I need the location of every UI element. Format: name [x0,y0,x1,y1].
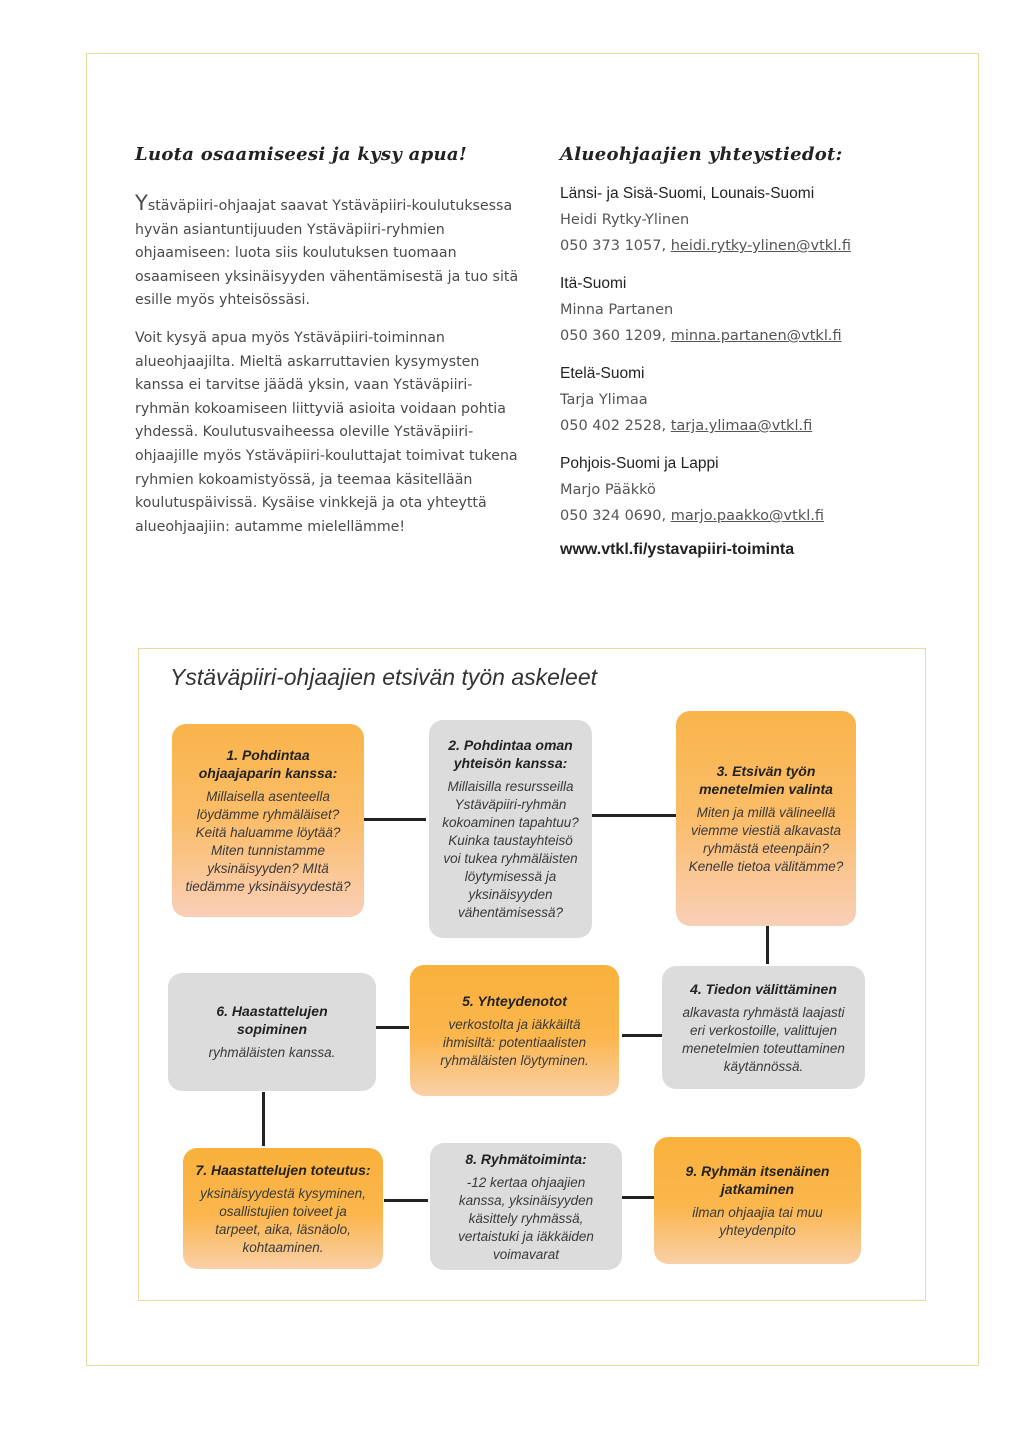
contact-email-link[interactable]: minna.partanen@vtkl.fi [670,328,842,344]
contact-region: Pohjois-Suomi ja Lappi [560,455,719,472]
connector-8-9 [622,1196,654,1199]
step-7 [183,1148,383,1269]
step-2 [429,720,592,938]
connector-6-7 [262,1092,265,1146]
step-body: verkostolta ja iäkkäiltä ihmisiltä: potentiaalisten ryhmäläisten löytyminen. [440,1016,589,1068]
contact-phone-row [560,323,890,349]
contact-block [560,361,890,439]
intro-paragraph [135,193,525,313]
step-body: ryhmäläisten kanssa. [208,1045,336,1060]
step-4 [662,966,865,1089]
contact-phone: 050 402 2528, [560,418,667,434]
diagram-title: Ystäväpiiri-ohjaajien etsivän työn askeleet [170,664,598,690]
step-title: 2. Pohdintaa oman yhteisön kanssa: [448,737,573,771]
step-body: yksinäisyydestä kysyminen, osallistujien toiveet ja tarpeet, aika, läsnäolo, kohtaaminen. [200,1185,366,1255]
left-column [135,193,525,539]
step-title: 7. Haastattelujen toteutus: [195,1161,371,1178]
contact-phone-row [560,233,890,259]
connector-3-4 [766,926,769,964]
contact-phone: 050 324 0690, [560,508,667,524]
step-8 [430,1143,622,1270]
contact-block [560,181,890,259]
step-title: 5. Yhteydenotot [462,992,567,1009]
step-body: alkavasta ryhmästä laajasti eri verkostoille, valittujen menetelmien toteuttaminen käytännössä. [682,1004,845,1074]
contact-email-link[interactable]: tarja.ylimaa@vtkl.fi [670,418,813,434]
website-link[interactable]: www.vtkl.fi/ystavapiiri-toiminta [560,541,795,558]
contact-phone: 050 360 1209, [560,328,667,344]
connector-2-3 [592,814,676,817]
contact-block [560,271,890,349]
contact-name: Marjo Pääkkö [560,482,656,498]
step-1 [172,724,364,917]
connector-4-5 [622,1034,662,1037]
step-title: 8. Ryhmätoiminta: [465,1150,587,1167]
contact-name: Minna Partanen [560,302,674,318]
step-body: Millaisella asenteella löydämme ryhmäläiset? Keitä haluamme löytää? Miten tunnistamme yksinäisyyden? MItä tiedämme yksinäisyydestä? [185,788,351,894]
contact-phone: 050 373 1057, [560,238,667,254]
contact-block [560,451,890,529]
contact-phone-row [560,503,890,529]
step-body: -12 kertaa ohjaajien kanssa, yksinäisyyden käsittely ryhmässä, vertaistuki ja iäkkäiden voimavarat [458,1174,594,1262]
step-9 [654,1137,861,1264]
step-body: ilman ohjaajia tai muu yhteydenpito [692,1204,823,1238]
contact-phone-row [560,413,890,439]
step-title: 3. Etsivän työn menetelmien valinta [699,762,833,797]
left-heading: Luota osaamiseesi ja kysy apua! [135,144,468,165]
contact-region: Länsi- ja Sisä-Suomi, Lounais-Suomi [560,185,815,202]
contact-email-link[interactable]: heidi.rytky-ylinen@vtkl.fi [670,238,851,254]
step-title: 6. Haastattelujen sopiminen [216,1003,328,1037]
contact-region: Itä-Suomi [560,275,627,292]
intro-paragraph-text: stäväpiiri-ohjaajat saavat Ystäväpiiri-koulutuksessa hyvän asiantuntijuuden Ystäväpiiri-ryhmien ohjaamiseen: luota siis koulutuksen tuomaan osaamiseen yksinäisyyden vähentämisestä ja tuo sitä esille myös yhteisössäsi. [135,198,519,309]
contacts-heading: Alueohjaajien yhteystiedot: [560,144,843,165]
step-3 [676,711,856,926]
help-paragraph: Voit kysyä apua myös Ystäväpiiri-toiminnan alueohjaajilta. Mieltä askarruttavien kysymysten kanssa ei tarvitse jäädä yksin, vaan Ystäväpiiri-ryhmän kokoamiseen liittyviä asioita voidaan pohtia yhdessä. Koulutusvaiheessa oleville Ystäväpiiri-ohjaajille myös Ystäväpiiri-kouluttajat toimivat tukena ryhmien kokoamistyössä, ja teemaa käsitellään koulutuspäivissä. Kysäise vinkkejä ja ota yhteyttä alueohjaajiin: autamme mielellämme! [135,329,518,535]
step-body: Miten ja millä välineellä viemme viestiä alkavasta ryhmästä eteenpäin? Kenelle tietoa välitämme? [688,804,844,874]
drop-cap: Y [135,191,148,215]
contact-name: Tarja Ylimaa [560,392,648,408]
connector-1-2 [364,818,426,821]
connector-7-8 [384,1199,428,1202]
contact-name: Heidi Rytky-Ylinen [560,212,690,228]
step-body: Millaisilla resursseilla Ystäväpiiri-ryhmän kokoaminen tapahtuu? Kuinka taustayhteisö voi tukea ryhmäläisten löytymisessä ja yksinäisyyden vähentämisessä? [442,779,579,920]
contact-email-link[interactable]: marjo.paakko@vtkl.fi [670,508,824,524]
contact-region: Etelä-Suomi [560,365,645,382]
contacts-list [560,181,890,559]
step-title: 4. Tiedon välittäminen [690,980,837,997]
step-title: 9. Ryhmän itsenäinen jatkaminen [685,1162,830,1197]
step-6 [168,973,376,1091]
step-title: 1. Pohdintaa ohjaajaparin kanssa: [198,746,338,781]
connector-5-6 [376,1026,409,1029]
step-5 [410,965,619,1096]
